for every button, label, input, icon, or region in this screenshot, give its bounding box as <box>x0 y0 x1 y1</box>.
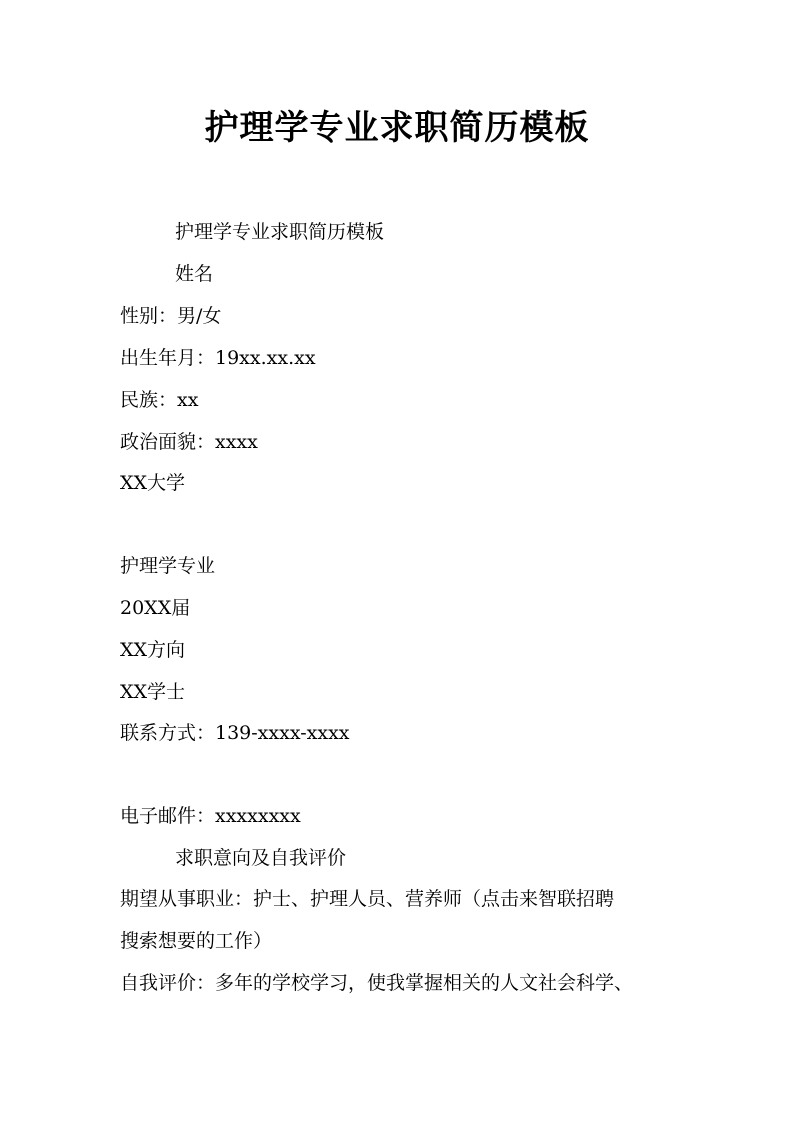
document-title: 护理学专业求职简历模板 <box>204 108 590 148</box>
major-field: 护理学专业 <box>120 555 216 577</box>
self-evaluation: 自我评价：多年的学校学习，使我掌握相关的人文社会科学、 <box>120 972 634 994</box>
section-heading-objective: 求职意向及自我评价 <box>175 847 347 869</box>
desired-occupation-continued: 搜索想要的工作） <box>120 930 273 952</box>
direction-field: XX方向 <box>120 639 186 661</box>
desired-occupation: 期望从事职业：护士、护理人员、营养师（点击来智联招聘 <box>120 888 615 910</box>
gender-field: 性别：男/女 <box>120 305 222 327</box>
birth-date-field: 出生年月：19xx.xx.xx <box>120 347 316 369</box>
political-status-field: 政治面貌：xxxx <box>120 431 258 453</box>
degree-field: XX学士 <box>120 681 186 703</box>
contact-field: 联系方式：139-xxxx-xxxx <box>120 722 350 744</box>
name-field: 姓名 <box>175 263 214 285</box>
university-field: XX大学 <box>120 472 186 494</box>
graduation-year-field: 20XX届 <box>120 597 191 619</box>
subtitle: 护理学专业求职简历模板 <box>175 221 385 243</box>
email-field: 电子邮件：xxxxxxxx <box>120 805 301 827</box>
ethnicity-field: 民族：xx <box>120 389 199 411</box>
